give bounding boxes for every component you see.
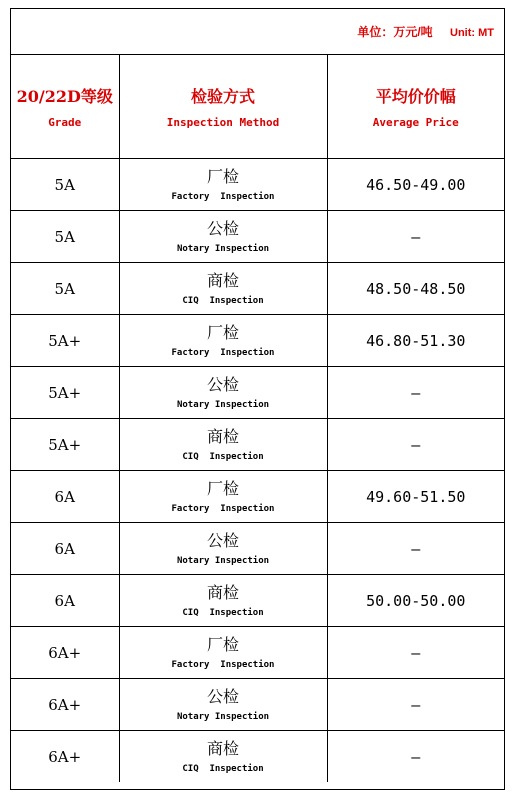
price-table [11,55,504,782]
grade-cell: 6A+ [11,731,119,783]
method-cell [119,315,327,367]
table-row [11,315,504,367]
grade-cell: 6A+ [11,627,119,679]
method-cell [119,211,327,263]
method-en: Notary Inspection [176,243,270,254]
method-cn: 公检 [206,686,239,706]
grade-cell: 5A [11,159,119,211]
table-row [11,263,504,315]
header-grade [11,55,119,159]
unit-label-cn: 单位：万元/吨 [357,25,433,39]
method-en: CIQ Inspection [182,451,264,462]
price-cell: – [327,523,504,575]
grade-cell: 6A+ [11,679,119,731]
price-cell: 49.60-51.50 [327,471,504,523]
price-sheet [10,8,505,790]
method-en: CIQ Inspection [182,295,264,306]
grade-cell: 5A [11,263,119,315]
method-en: Factory Inspection [171,659,275,670]
method-cell [119,263,327,315]
method-cn: 厂检 [206,322,239,342]
method-cn: 厂检 [206,478,239,498]
table-row [11,731,504,783]
method-cell [119,679,327,731]
table-row [11,679,504,731]
method-cn: 公检 [206,530,239,550]
method-en: CIQ Inspection [182,763,264,774]
price-cell: – [327,731,504,783]
grade-cell: 6A [11,523,119,575]
method-cell [119,419,327,471]
price-cell: – [327,419,504,471]
price-cell: – [327,211,504,263]
method-cell [119,627,327,679]
table-row [11,159,504,211]
grade-cell: 6A [11,575,119,627]
method-cell [119,731,327,783]
header-method-cn: 检验方式 [190,87,255,106]
method-cn: 商检 [206,738,239,758]
price-cell: 48.50-48.50 [327,263,504,315]
table-row [11,367,504,419]
method-en: CIQ Inspection [182,607,264,618]
grade-cell: 5A+ [11,367,119,419]
price-cell: – [327,679,504,731]
header-method [119,55,327,159]
unit-label-en: Unit: MT [450,27,494,39]
price-cell: 46.80-51.30 [327,315,504,367]
price-cell: – [327,367,504,419]
method-cn: 公检 [206,218,239,238]
method-cn: 商检 [206,426,239,446]
grade-cell: 5A+ [11,419,119,471]
method-en: Factory Inspection [171,191,275,202]
price-cell: – [327,627,504,679]
method-cell [119,523,327,575]
method-en: Notary Inspection [176,399,270,410]
method-en: Factory Inspection [171,347,275,358]
method-cn: 商检 [206,582,239,602]
table-row [11,471,504,523]
method-cell [119,159,327,211]
table-row [11,419,504,471]
unit-bar [11,9,504,55]
method-cn: 公检 [206,374,239,394]
method-cn: 厂检 [206,166,239,186]
header-grade-cn: 20/22D等级 [16,87,113,106]
header-price-en: Average Price [372,116,459,129]
method-cell [119,575,327,627]
table-header-row [11,55,504,159]
method-cn: 商检 [206,270,239,290]
method-en: Factory Inspection [171,503,275,514]
table-row [11,575,504,627]
method-en: Notary Inspection [176,555,270,566]
table-row [11,523,504,575]
price-cell: 46.50-49.00 [327,159,504,211]
table-row [11,627,504,679]
method-cell [119,367,327,419]
table-row [11,211,504,263]
method-cn: 厂检 [206,634,239,654]
header-method-en: Inspection Method [166,116,280,129]
grade-cell: 6A [11,471,119,523]
header-price [327,55,504,159]
price-cell: 50.00-50.00 [327,575,504,627]
header-price-cn: 平均价价幅 [375,87,456,106]
grade-cell: 5A+ [11,315,119,367]
method-en: Notary Inspection [176,711,270,722]
header-grade-en: Grade [48,116,82,129]
grade-cell: 5A [11,211,119,263]
method-cell [119,471,327,523]
